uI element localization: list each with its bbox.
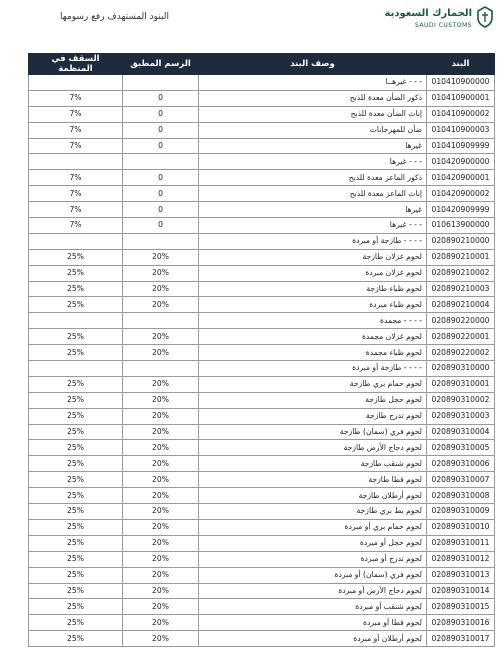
applied-fee-cell bbox=[123, 75, 199, 91]
wto-cap-cell: 25% bbox=[29, 535, 123, 551]
table-row bbox=[29, 345, 495, 361]
item-code-cell: 020890310017 bbox=[427, 631, 495, 647]
item-description-cell: لحوم غزلان مجمدة bbox=[199, 329, 427, 345]
item-description-cell: - - - غيرها bbox=[199, 154, 427, 170]
applied-fee-cell: 20% bbox=[123, 504, 199, 520]
item-description-cell: لحوم دجاج الأرض أو مبردة bbox=[199, 583, 427, 599]
item-description-cell: لحوم حمام بري طازجة bbox=[199, 376, 427, 392]
column-header-applied-fee: الرسم المطبق bbox=[123, 54, 199, 75]
table-row bbox=[29, 599, 495, 615]
table-row bbox=[29, 249, 495, 265]
item-description-cell: - - - - طازجة أو مبردة bbox=[199, 233, 427, 249]
applied-fee-cell: 20% bbox=[123, 567, 199, 583]
wto-cap-cell: 7% bbox=[29, 218, 123, 234]
item-description-cell: لحوم أرطلان طازجة bbox=[199, 488, 427, 504]
item-description-cell: إناث الضأن معدة للذبح bbox=[199, 106, 427, 122]
wto-cap-cell: 25% bbox=[29, 488, 123, 504]
applied-fee-cell: 20% bbox=[123, 408, 199, 424]
applied-fee-cell: 20% bbox=[123, 345, 199, 361]
item-code-cell: 020890310006 bbox=[427, 456, 495, 472]
wto-cap-cell: 25% bbox=[29, 392, 123, 408]
wto-cap-cell: 25% bbox=[29, 281, 123, 297]
item-code-cell: 020890310014 bbox=[427, 583, 495, 599]
logo-english-text: SAUDI CUSTOMS bbox=[415, 22, 472, 29]
wto-cap-cell: 25% bbox=[29, 519, 123, 535]
applied-fee-cell: 0 bbox=[123, 90, 199, 106]
column-header-description: وصف البند bbox=[199, 54, 427, 75]
applied-fee-cell: 0 bbox=[123, 170, 199, 186]
applied-fee-cell: 20% bbox=[123, 456, 199, 472]
item-description-cell: غيرها bbox=[199, 202, 427, 218]
applied-fee-cell: 20% bbox=[123, 551, 199, 567]
item-description-cell: لحوم حمام بري أو مبردة bbox=[199, 519, 427, 535]
applied-fee-cell: 0 bbox=[123, 186, 199, 202]
item-code-cell: 020890220001 bbox=[427, 329, 495, 345]
table-row bbox=[29, 202, 495, 218]
table-row bbox=[29, 313, 495, 329]
table-row bbox=[29, 440, 495, 456]
wto-cap-cell bbox=[29, 313, 123, 329]
applied-fee-cell: 20% bbox=[123, 615, 199, 631]
item-code-cell: 020890310015 bbox=[427, 599, 495, 615]
item-code-cell: 020890310001 bbox=[427, 376, 495, 392]
item-code-cell: 020890220002 bbox=[427, 345, 495, 361]
table-row bbox=[29, 170, 495, 186]
item-code-cell: 020890310016 bbox=[427, 615, 495, 631]
wto-cap-cell: 25% bbox=[29, 265, 123, 281]
item-description-cell: لحوم حجل طازجة bbox=[199, 392, 427, 408]
item-description-cell: لحوم غزلان طازجة bbox=[199, 249, 427, 265]
item-description-cell: لحوم تدرج طازجة bbox=[199, 408, 427, 424]
item-code-cell: 020890310012 bbox=[427, 551, 495, 567]
document-title: البنود المستهدف رفع رسومها bbox=[60, 12, 169, 22]
applied-fee-cell bbox=[123, 233, 199, 249]
item-description-cell: ذكور الماعز معدة للذبح bbox=[199, 170, 427, 186]
table-row bbox=[29, 567, 495, 583]
applied-fee-cell: 20% bbox=[123, 265, 199, 281]
item-description-cell: لحوم ظباء مبردة bbox=[199, 297, 427, 313]
item-description-cell: - - - - مجمدة bbox=[199, 313, 427, 329]
wto-cap-cell: 25% bbox=[29, 456, 123, 472]
table-row bbox=[29, 154, 495, 170]
wto-cap-cell: 25% bbox=[29, 329, 123, 345]
item-description-cell: لحوم تدرج أو مبردة bbox=[199, 551, 427, 567]
item-description-cell: لحوم قطا أو مبردة bbox=[199, 615, 427, 631]
table-row bbox=[29, 376, 495, 392]
applied-fee-cell: 20% bbox=[123, 440, 199, 456]
applied-fee-cell bbox=[123, 154, 199, 170]
item-code-cell: 020890310013 bbox=[427, 567, 495, 583]
wto-cap-cell: 25% bbox=[29, 424, 123, 440]
table-row bbox=[29, 138, 495, 154]
item-code-cell: 010410900001 bbox=[427, 90, 495, 106]
item-code-cell: 020890210000 bbox=[427, 233, 495, 249]
column-header-wto-cap: السقف في المنظمة bbox=[29, 54, 123, 75]
item-code-cell: 020890310011 bbox=[427, 535, 495, 551]
applied-fee-cell: 20% bbox=[123, 376, 199, 392]
table-row bbox=[29, 297, 495, 313]
table-header-row bbox=[29, 54, 495, 75]
item-code-cell: 010613900000 bbox=[427, 218, 495, 234]
wto-cap-cell bbox=[29, 154, 123, 170]
item-code-cell: 020890310003 bbox=[427, 408, 495, 424]
item-code-cell: 020890210003 bbox=[427, 281, 495, 297]
item-description-cell: - - - - طازجة أو مبردة bbox=[199, 361, 427, 377]
item-code-cell: 010410909999 bbox=[427, 138, 495, 154]
table-row bbox=[29, 631, 495, 647]
item-code-cell: 020890220000 bbox=[427, 313, 495, 329]
applied-fee-cell: 0 bbox=[123, 202, 199, 218]
item-description-cell: لحوم فري (سمان) أو مبردة bbox=[199, 567, 427, 583]
item-code-cell: 020890310010 bbox=[427, 519, 495, 535]
applied-fee-cell: 20% bbox=[123, 329, 199, 345]
table-row bbox=[29, 329, 495, 345]
wto-cap-cell: 25% bbox=[29, 249, 123, 265]
table-row bbox=[29, 504, 495, 520]
applied-fee-cell bbox=[123, 361, 199, 377]
applied-fee-cell: 20% bbox=[123, 599, 199, 615]
item-code-cell: 020890310005 bbox=[427, 440, 495, 456]
item-code-cell: 010420900001 bbox=[427, 170, 495, 186]
wto-cap-cell: 7% bbox=[29, 90, 123, 106]
item-code-cell: 010420900000 bbox=[427, 154, 495, 170]
applied-fee-cell bbox=[123, 313, 199, 329]
table-row bbox=[29, 122, 495, 138]
wto-cap-cell: 25% bbox=[29, 376, 123, 392]
item-code-cell: 020890310004 bbox=[427, 424, 495, 440]
item-description-cell: لحوم فري (سمان) طازجة bbox=[199, 424, 427, 440]
logo-arabic-text: الجمارك السعودية bbox=[384, 8, 472, 19]
wto-cap-cell: 25% bbox=[29, 583, 123, 599]
item-description-cell: - - - غيرها bbox=[199, 218, 427, 234]
table-row bbox=[29, 551, 495, 567]
item-description-cell: لحوم ظباء مجمدة bbox=[199, 345, 427, 361]
table-row bbox=[29, 456, 495, 472]
item-description-cell: إناث الماعز معدة للذبح bbox=[199, 186, 427, 202]
applied-fee-cell: 20% bbox=[123, 297, 199, 313]
table-row bbox=[29, 361, 495, 377]
applied-fee-cell: 0 bbox=[123, 122, 199, 138]
wto-cap-cell: 25% bbox=[29, 297, 123, 313]
table-row bbox=[29, 408, 495, 424]
table-row bbox=[29, 535, 495, 551]
item-code-cell: 020890310007 bbox=[427, 472, 495, 488]
table-row bbox=[29, 488, 495, 504]
table-row bbox=[29, 424, 495, 440]
wto-cap-cell: 7% bbox=[29, 186, 123, 202]
page-header bbox=[0, 0, 500, 52]
item-code-cell: 020890210001 bbox=[427, 249, 495, 265]
wto-cap-cell: 7% bbox=[29, 122, 123, 138]
item-description-cell: لحوم غزلان مبردة bbox=[199, 265, 427, 281]
wto-cap-cell: 25% bbox=[29, 504, 123, 520]
applied-fee-cell: 20% bbox=[123, 424, 199, 440]
wto-cap-cell: 25% bbox=[29, 631, 123, 647]
wto-cap-cell bbox=[29, 361, 123, 377]
applied-fee-cell: 20% bbox=[123, 281, 199, 297]
applied-fee-cell: 20% bbox=[123, 472, 199, 488]
table-row bbox=[29, 106, 495, 122]
applied-fee-cell: 20% bbox=[123, 249, 199, 265]
item-description-cell: لحوم قطا طازجة bbox=[199, 472, 427, 488]
wto-cap-cell: 25% bbox=[29, 472, 123, 488]
table-row bbox=[29, 90, 495, 106]
tariff-items-table bbox=[28, 53, 495, 647]
applied-fee-cell: 20% bbox=[123, 583, 199, 599]
table-row bbox=[29, 583, 495, 599]
table-row bbox=[29, 186, 495, 202]
applied-fee-cell: 20% bbox=[123, 535, 199, 551]
saudi-customs-logo bbox=[384, 6, 494, 36]
table-row bbox=[29, 472, 495, 488]
wto-cap-cell: 25% bbox=[29, 599, 123, 615]
item-description-cell: ذكور الضأن معدة للذبح bbox=[199, 90, 427, 106]
item-description-cell: لحوم دجاج الأرض طازجة bbox=[199, 440, 427, 456]
table-row bbox=[29, 233, 495, 249]
applied-fee-cell: 20% bbox=[123, 392, 199, 408]
item-description-cell: - - - غيرهــا bbox=[199, 75, 427, 91]
item-code-cell: 010410900002 bbox=[427, 106, 495, 122]
applied-fee-cell: 0 bbox=[123, 218, 199, 234]
applied-fee-cell: 20% bbox=[123, 631, 199, 647]
wto-cap-cell bbox=[29, 75, 123, 91]
item-code-cell: 020890210004 bbox=[427, 297, 495, 313]
item-code-cell: 020890310009 bbox=[427, 504, 495, 520]
column-header-code: البند bbox=[427, 54, 495, 75]
item-description-cell: لحوم حجل أو مبردة bbox=[199, 535, 427, 551]
item-description-cell: لحوم أرطلان أو مبردة bbox=[199, 631, 427, 647]
table-row bbox=[29, 281, 495, 297]
item-code-cell: 010420909999 bbox=[427, 202, 495, 218]
item-description-cell: لحوم بط بري طازجة bbox=[199, 504, 427, 520]
item-code-cell: 010410900003 bbox=[427, 122, 495, 138]
wto-cap-cell: 25% bbox=[29, 567, 123, 583]
customs-emblem-icon bbox=[476, 6, 494, 28]
item-description-cell: لحوم شنقب طازجة bbox=[199, 456, 427, 472]
applied-fee-cell: 0 bbox=[123, 106, 199, 122]
table-row bbox=[29, 519, 495, 535]
wto-cap-cell: 7% bbox=[29, 138, 123, 154]
applied-fee-cell: 0 bbox=[123, 138, 199, 154]
wto-cap-cell: 25% bbox=[29, 440, 123, 456]
item-code-cell: 020890310002 bbox=[427, 392, 495, 408]
item-description-cell: لحوم شنقب أو مبردة bbox=[199, 599, 427, 615]
table-row bbox=[29, 615, 495, 631]
item-code-cell: 020890210002 bbox=[427, 265, 495, 281]
item-code-cell: 020890310008 bbox=[427, 488, 495, 504]
wto-cap-cell: 7% bbox=[29, 202, 123, 218]
wto-cap-cell: 25% bbox=[29, 345, 123, 361]
item-description-cell: لحوم ظباء طازجة bbox=[199, 281, 427, 297]
wto-cap-cell: 25% bbox=[29, 551, 123, 567]
wto-cap-cell: 25% bbox=[29, 615, 123, 631]
wto-cap-cell: 7% bbox=[29, 106, 123, 122]
item-description-cell: غيرها bbox=[199, 138, 427, 154]
item-code-cell: 020890310000 bbox=[427, 361, 495, 377]
table-row bbox=[29, 392, 495, 408]
table-row bbox=[29, 218, 495, 234]
item-code-cell: 010420900002 bbox=[427, 186, 495, 202]
item-code-cell: 010410900000 bbox=[427, 75, 495, 91]
table-row bbox=[29, 265, 495, 281]
wto-cap-cell: 25% bbox=[29, 408, 123, 424]
applied-fee-cell: 20% bbox=[123, 519, 199, 535]
wto-cap-cell bbox=[29, 233, 123, 249]
item-description-cell: ضأن للمهرجانات bbox=[199, 122, 427, 138]
wto-cap-cell: 7% bbox=[29, 170, 123, 186]
table-row bbox=[29, 75, 495, 91]
applied-fee-cell: 20% bbox=[123, 488, 199, 504]
